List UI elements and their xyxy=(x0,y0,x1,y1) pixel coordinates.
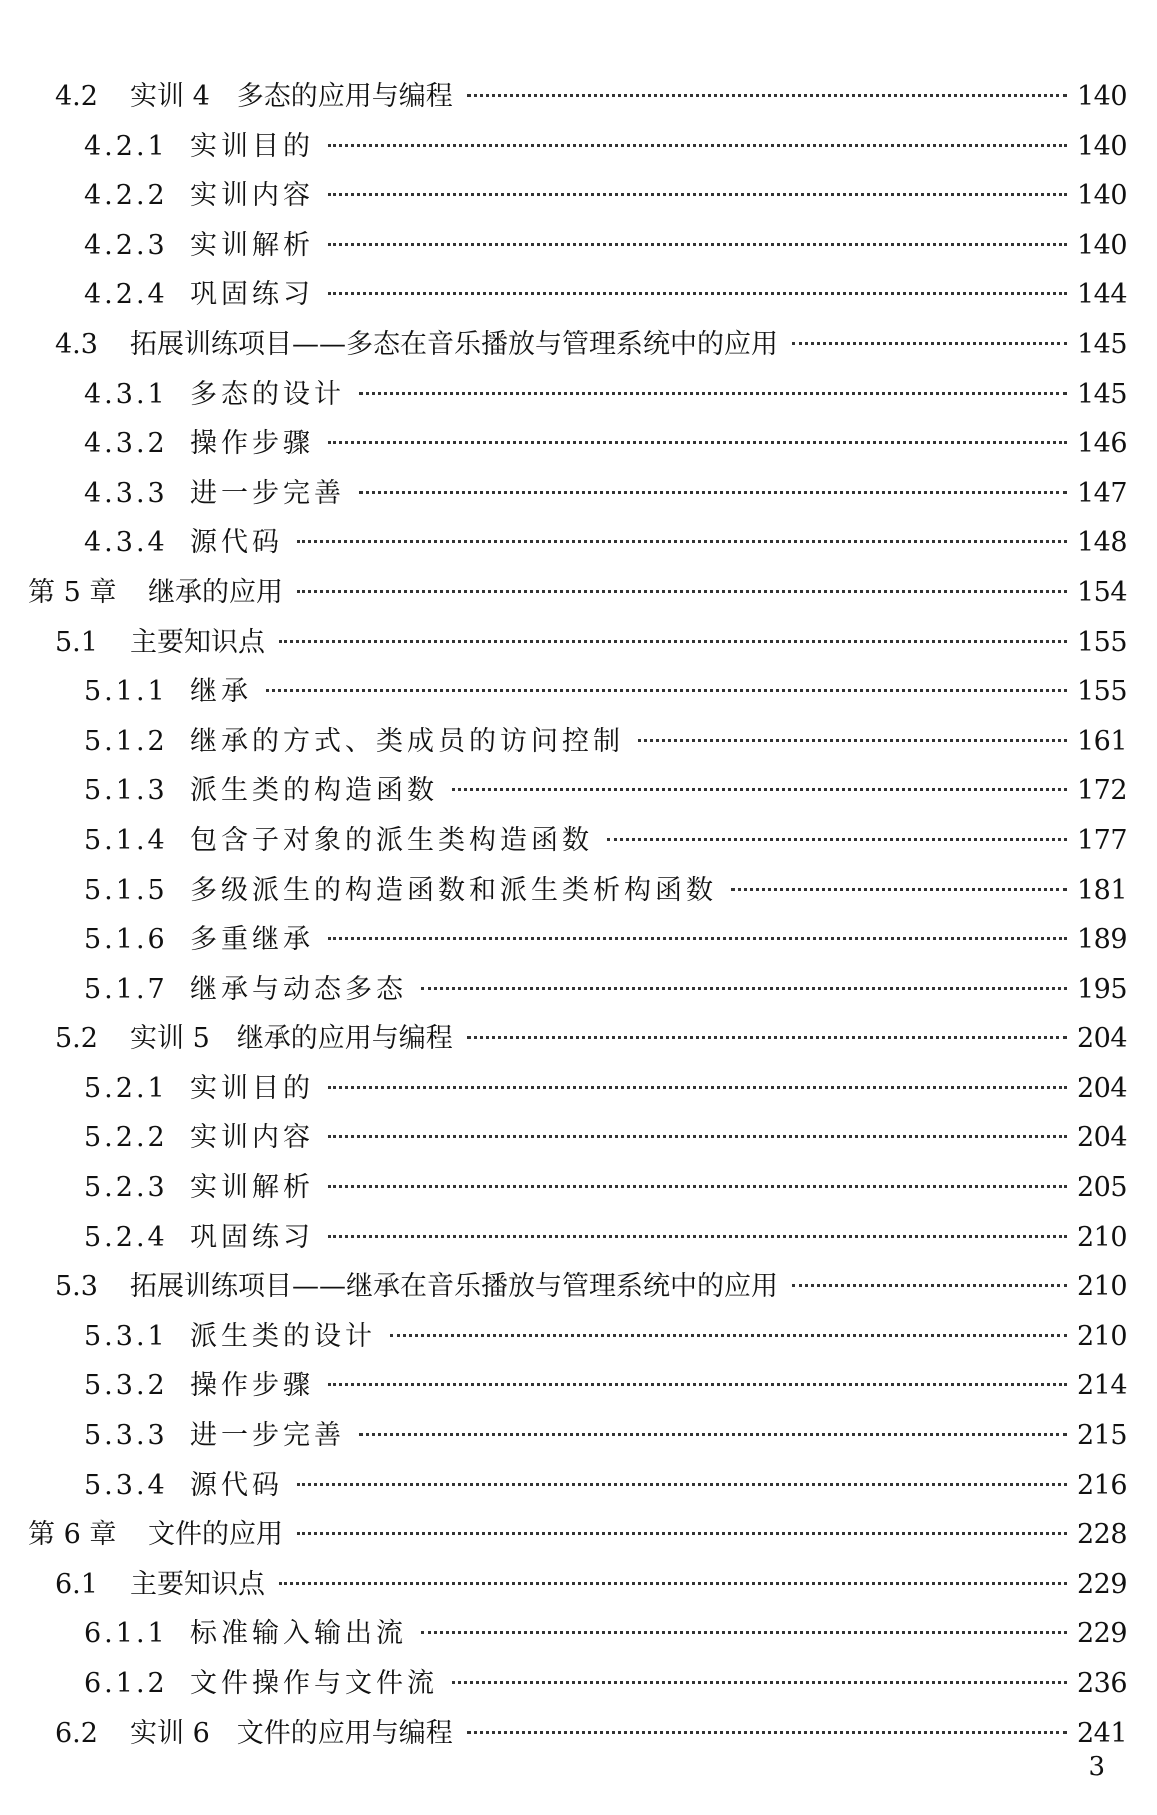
toc-entry-number: 5.3.1 xyxy=(84,1320,168,1352)
toc-entry-title: 文件操作与文件流 xyxy=(190,1668,438,1699)
toc-section-entry xyxy=(0,320,1157,370)
toc-entry-title: 继承的方式、类成员的访问控制 xyxy=(190,725,624,757)
toc-entry-page: 195 xyxy=(1077,973,1128,1005)
dot-leader xyxy=(328,193,1067,196)
toc-entry-title: 巩固练习 xyxy=(190,279,314,311)
dot-leader xyxy=(421,987,1067,990)
table-of-contents xyxy=(0,72,1157,1758)
toc-entry-page: 210 xyxy=(1077,1271,1128,1303)
toc-entry-page: 204 xyxy=(1077,1023,1128,1055)
toc-subsection-entry xyxy=(0,965,1157,1015)
toc-subsection-entry xyxy=(0,1064,1157,1114)
toc-entry-number: 5.3 xyxy=(55,1271,98,1303)
toc-subsection-entry xyxy=(0,766,1157,816)
toc-entry-number: 5.1.6 xyxy=(84,924,168,956)
toc-entry-page: 181 xyxy=(1077,874,1128,906)
toc-entry-title: 拓展训练项目——多态在音乐播放与管理系统中的应用 xyxy=(130,328,778,360)
dot-leader xyxy=(467,94,1067,97)
toc-entry-page: 177 xyxy=(1077,824,1128,856)
toc-section-entry xyxy=(0,72,1157,122)
toc-entry-title: 巩固练习 xyxy=(190,1221,314,1253)
dot-leader xyxy=(328,1185,1067,1188)
toc-entry-page: 204 xyxy=(1077,1072,1128,1104)
toc-section-entry xyxy=(0,618,1157,668)
toc-entry-number: 4.2.3 xyxy=(84,229,168,261)
toc-subsection-entry xyxy=(0,122,1157,172)
toc-entry-number: 5.2.2 xyxy=(84,1122,168,1154)
toc-entry-number: 5.1.4 xyxy=(84,824,168,856)
toc-entry-title: 操作步骤 xyxy=(190,428,314,460)
toc-entry-page: 241 xyxy=(1077,1717,1128,1749)
toc-entry-number: 5.1.1 xyxy=(84,676,168,708)
toc-entry-number: 5.2.1 xyxy=(84,1072,168,1104)
toc-entry-title: 实训目的 xyxy=(190,130,314,162)
toc-section-entry xyxy=(0,1014,1157,1064)
toc-entry-page: 154 xyxy=(1077,576,1128,608)
dot-leader xyxy=(328,1235,1067,1238)
toc-entry-title: 实训解析 xyxy=(190,229,314,261)
toc-entry-title: 多态的设计 xyxy=(190,378,345,410)
toc-entry-title: 多重继承 xyxy=(190,924,314,956)
toc-subsection-entry xyxy=(0,717,1157,767)
toc-entry-number: 4.3.3 xyxy=(84,477,168,509)
toc-entry-page: 229 xyxy=(1077,1618,1128,1650)
dot-leader xyxy=(328,292,1067,295)
dot-leader xyxy=(792,342,1067,345)
toc-subsection-entry xyxy=(0,1113,1157,1163)
toc-entry-title: 标准输入输出流 xyxy=(190,1618,407,1650)
toc-entry-title: 操作步骤 xyxy=(190,1370,314,1402)
toc-entry-page: 140 xyxy=(1077,229,1128,261)
toc-subsection-entry xyxy=(0,518,1157,568)
toc-entry-number: 4.3 xyxy=(55,328,98,360)
toc-section-entry xyxy=(0,1709,1157,1759)
dot-leader xyxy=(731,888,1067,891)
toc-entry-number: 5.2.3 xyxy=(84,1172,168,1204)
toc-entry-title: 派生类的构造函数 xyxy=(190,775,438,807)
toc-entry-page: 210 xyxy=(1077,1221,1128,1253)
dot-leader xyxy=(467,1036,1067,1039)
toc-subsection-entry xyxy=(0,1411,1157,1461)
toc-entry-title: 主要知识点 xyxy=(130,1568,265,1600)
dot-leader xyxy=(328,243,1067,246)
toc-entry-number: 5.2.4 xyxy=(84,1221,168,1253)
toc-entry-title: 进一步完善 xyxy=(190,1420,345,1452)
toc-chapter-entry xyxy=(0,568,1157,618)
toc-entry-title: 实训 6 文件的应用与编程 xyxy=(130,1717,453,1749)
toc-entry-number: 6.1.1 xyxy=(84,1618,168,1650)
dot-leader xyxy=(328,937,1067,940)
toc-entry-page: 214 xyxy=(1077,1370,1128,1402)
toc-entry-page: 144 xyxy=(1077,279,1128,311)
dot-leader xyxy=(266,689,1067,692)
dot-leader xyxy=(452,788,1067,791)
toc-entry-number: 5.3.2 xyxy=(84,1370,168,1402)
toc-subsection-entry xyxy=(0,816,1157,866)
dot-leader xyxy=(359,392,1067,395)
toc-entry-number: 5.1.3 xyxy=(84,775,168,807)
dot-leader xyxy=(328,1086,1067,1089)
dot-leader xyxy=(359,1433,1067,1436)
toc-entry-number: 4.2.2 xyxy=(84,180,168,212)
toc-entry-number: 5.3.4 xyxy=(84,1469,168,1501)
toc-entry-number: 4.3.2 xyxy=(84,428,168,460)
dot-leader xyxy=(607,838,1067,841)
toc-entry-number: 4.3.1 xyxy=(84,378,168,410)
toc-subsection-entry xyxy=(0,1361,1157,1411)
dot-leader xyxy=(297,540,1067,543)
toc-entry-page: 161 xyxy=(1077,725,1128,757)
toc-entry-page: 236 xyxy=(1077,1668,1128,1699)
dot-leader xyxy=(297,1483,1067,1486)
dot-leader xyxy=(279,1582,1067,1585)
toc-entry-title: 实训内容 xyxy=(190,180,314,212)
toc-entry-number: 5.1.2 xyxy=(84,725,168,757)
toc-entry-title: 实训 4 多态的应用与编程 xyxy=(130,81,453,112)
toc-entry-title: 文件的应用 xyxy=(148,1519,283,1551)
toc-entry-number: 6.1.2 xyxy=(84,1668,168,1699)
toc-section-entry xyxy=(0,1262,1157,1312)
dot-leader xyxy=(390,1334,1067,1337)
toc-entry-number: 6.2 xyxy=(55,1717,98,1749)
dot-leader xyxy=(297,1532,1067,1535)
toc-entry-page: 146 xyxy=(1077,428,1128,460)
dot-leader xyxy=(359,491,1067,494)
toc-subsection-entry xyxy=(0,1659,1157,1709)
toc-entry-number: 4.3.4 xyxy=(84,527,168,559)
dot-leader xyxy=(328,144,1067,147)
toc-entry-page: 147 xyxy=(1077,477,1128,509)
toc-entry-page: 172 xyxy=(1077,775,1128,807)
toc-entry-page: 205 xyxy=(1077,1172,1128,1204)
toc-subsection-entry xyxy=(0,1461,1157,1511)
dot-leader xyxy=(421,1631,1067,1634)
toc-entry-title: 源代码 xyxy=(190,1469,283,1501)
toc-entry-page: 229 xyxy=(1077,1568,1128,1600)
toc-entry-number: 4.2 xyxy=(55,81,98,112)
toc-entry-title: 多级派生的构造函数和派生类析构函数 xyxy=(190,874,717,906)
toc-entry-page: 204 xyxy=(1077,1122,1128,1154)
toc-entry-title: 继承与动态多态 xyxy=(190,973,407,1005)
toc-entry-title: 主要知识点 xyxy=(130,626,265,658)
toc-entry-number: 5.1.7 xyxy=(84,973,168,1005)
dot-leader xyxy=(467,1731,1067,1734)
toc-entry-number: 5.3.3 xyxy=(84,1420,168,1452)
toc-subsection-entry xyxy=(0,1312,1157,1362)
toc-entry-page: 148 xyxy=(1077,527,1128,559)
toc-entry-title: 实训 5 继承的应用与编程 xyxy=(130,1023,453,1055)
toc-chapter-entry xyxy=(0,1510,1157,1560)
toc-entry-title: 实训解析 xyxy=(190,1172,314,1204)
toc-subsection-entry xyxy=(0,370,1157,420)
toc-subsection-entry xyxy=(0,469,1157,519)
toc-entry-page: 140 xyxy=(1077,180,1128,212)
dot-leader xyxy=(328,1135,1067,1138)
toc-entry-number: 5.2 xyxy=(55,1023,98,1055)
toc-subsection-entry xyxy=(0,419,1157,469)
toc-entry-page: 228 xyxy=(1077,1519,1128,1551)
toc-entry-number: 5.1 xyxy=(55,626,98,658)
toc-subsection-entry xyxy=(0,221,1157,271)
toc-entry-page: 145 xyxy=(1077,378,1128,410)
toc-entry-page: 216 xyxy=(1077,1469,1128,1501)
toc-subsection-entry xyxy=(0,866,1157,916)
toc-subsection-entry xyxy=(0,667,1157,717)
toc-entry-title: 包含子对象的派生类构造函数 xyxy=(190,824,593,856)
dot-leader xyxy=(328,1383,1067,1386)
dot-leader xyxy=(638,739,1067,742)
toc-entry-page: 140 xyxy=(1077,130,1128,162)
toc-entry-title: 继承的应用 xyxy=(148,576,283,608)
toc-subsection-entry xyxy=(0,270,1157,320)
toc-entry-page: 155 xyxy=(1077,626,1128,658)
toc-entry-title: 拓展训练项目——继承在音乐播放与管理系统中的应用 xyxy=(130,1271,778,1303)
toc-entry-title: 派生类的设计 xyxy=(190,1320,376,1352)
toc-entry-page: 215 xyxy=(1077,1420,1128,1452)
toc-entry-number: 第 6 章 xyxy=(28,1519,117,1551)
toc-subsection-entry xyxy=(0,1163,1157,1213)
dot-leader xyxy=(452,1681,1067,1684)
toc-entry-number: 4.2.1 xyxy=(84,130,168,162)
toc-subsection-entry xyxy=(0,915,1157,965)
toc-subsection-entry xyxy=(0,1213,1157,1263)
toc-entry-title: 实训目的 xyxy=(190,1072,314,1104)
dot-leader xyxy=(328,441,1067,444)
toc-entry-title: 进一步完善 xyxy=(190,477,345,509)
toc-entry-number: 第 5 章 xyxy=(28,576,117,608)
toc-entry-number: 6.1 xyxy=(55,1568,98,1600)
toc-section-entry xyxy=(0,1560,1157,1610)
toc-entry-title: 源代码 xyxy=(190,527,283,559)
toc-entry-title: 实训内容 xyxy=(190,1122,314,1154)
dot-leader xyxy=(279,640,1067,643)
toc-entry-page: 155 xyxy=(1077,676,1128,708)
toc-entry-page: 140 xyxy=(1077,81,1128,112)
toc-entry-page: 145 xyxy=(1077,328,1128,360)
toc-entry-page: 210 xyxy=(1077,1320,1128,1352)
toc-subsection-entry xyxy=(0,171,1157,221)
dot-leader xyxy=(792,1284,1067,1287)
toc-entry-title: 继承 xyxy=(190,676,252,708)
dot-leader xyxy=(297,590,1067,593)
toc-entry-page: 189 xyxy=(1077,924,1128,956)
toc-subsection-entry xyxy=(0,1609,1157,1659)
toc-entry-number: 4.2.4 xyxy=(84,279,168,311)
toc-entry-number: 5.1.5 xyxy=(84,874,168,906)
page-number: 3 xyxy=(1088,1752,1105,1782)
